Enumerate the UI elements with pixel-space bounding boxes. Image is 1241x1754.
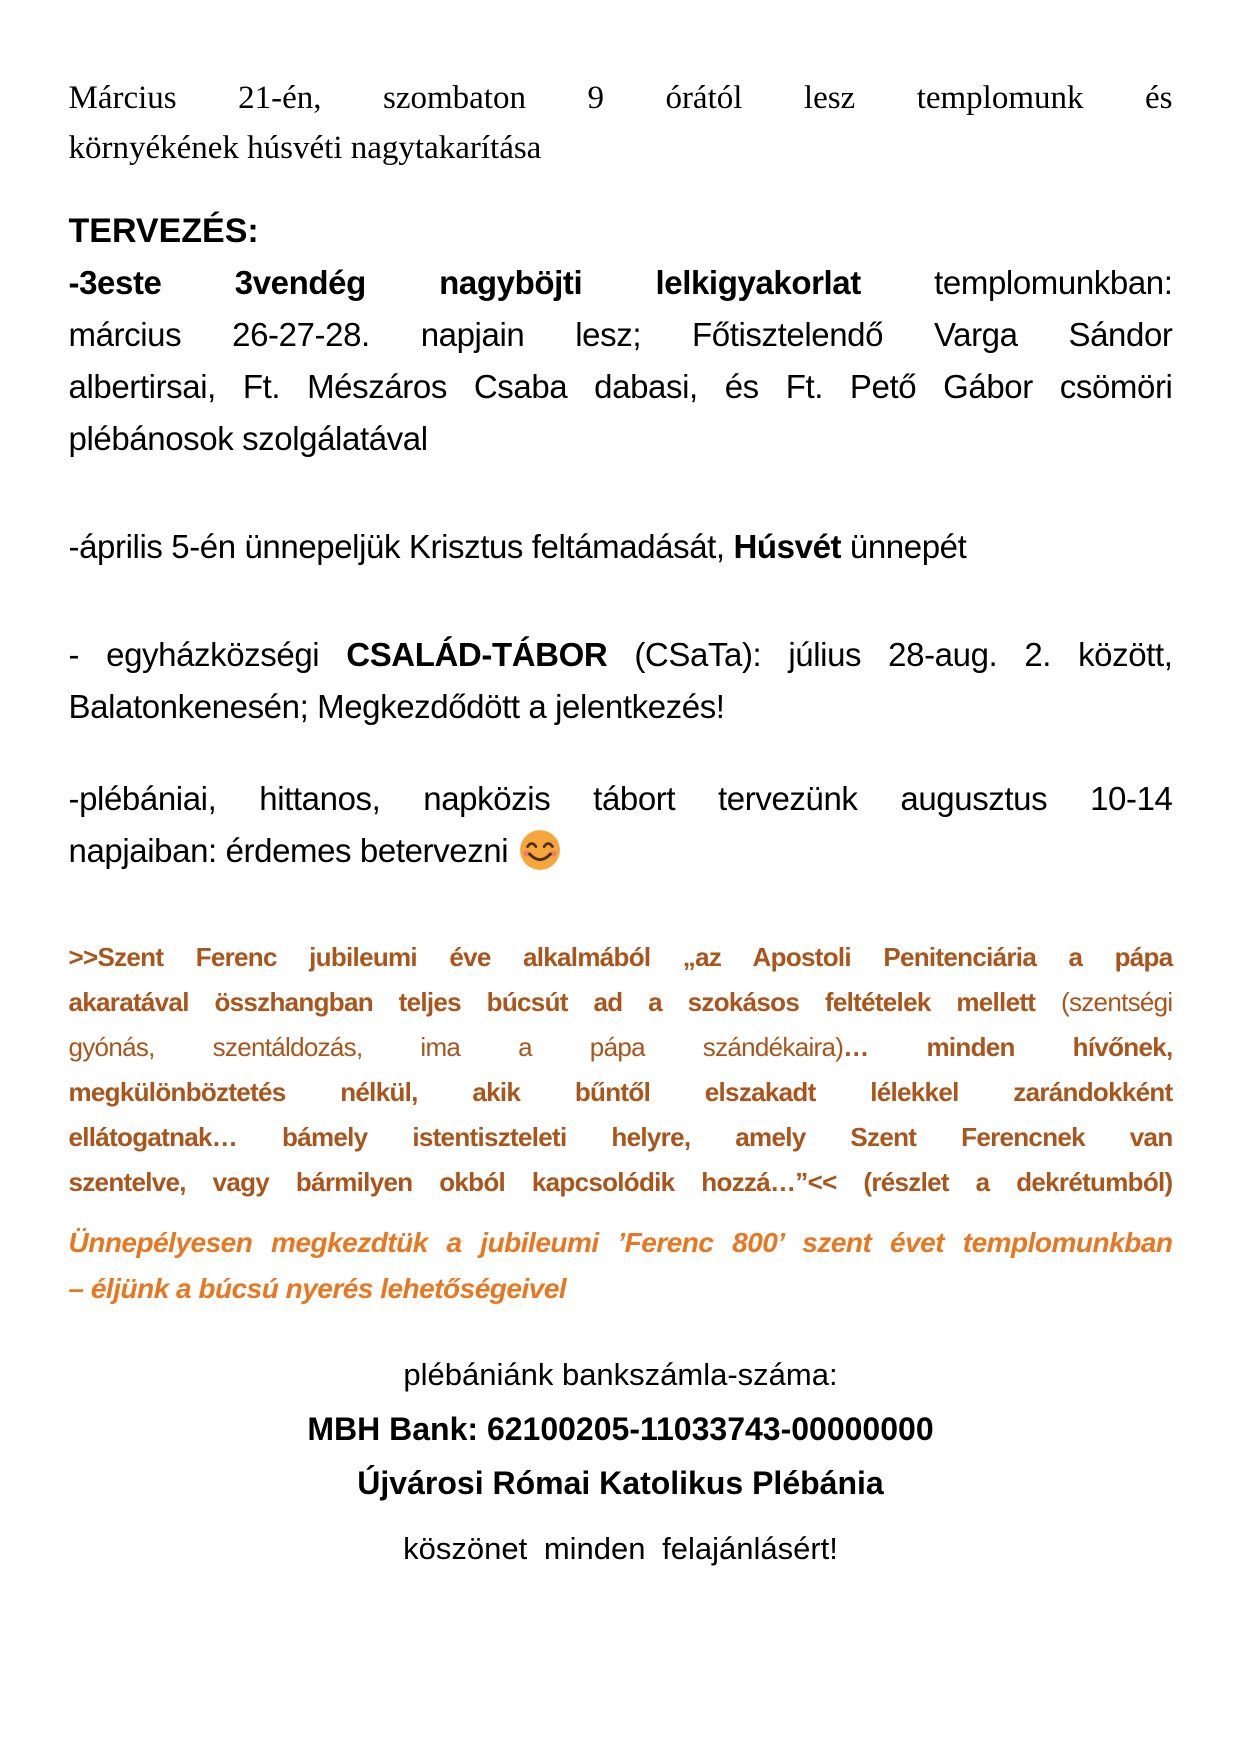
- bank-section: [69, 1348, 1173, 1576]
- jubilee-paragraph: [69, 1220, 1173, 1312]
- daycamp-line-1: -plébániai, hittanos, napközis tábort tervezünk augusztus 10-14: [68, 780, 1173, 817]
- camp-line-1: [69, 629, 1173, 681]
- retreat-item: [69, 257, 1173, 465]
- retreat-line-1: [69, 257, 1173, 309]
- intro-paragraph: [69, 73, 1173, 173]
- plan-heading: TERVEZÉS:: [68, 212, 259, 250]
- bulletin-page: [69, 0, 1173, 1576]
- decree-line-5: ellátogatnak… bámely istentiszteleti helyre, amely Szent Ferencnek van: [68, 1122, 1173, 1152]
- daycamp-line-2: [69, 825, 1173, 877]
- retreat-line-2: március 26-27-28. napjain lesz; Főtisztelendő Varga Sándor: [68, 316, 1173, 353]
- thanks-line: köszönet minden felajánlásért!: [403, 1531, 838, 1566]
- bank-account: MBH Bank: 62100205-11033743-00000000: [307, 1411, 934, 1447]
- retreat-title-bold: -3este 3vendég nagyböjti lelkigyakorlat: [68, 264, 861, 301]
- jubilee-line-1: Ünnepélyesen megkezdtük a jubileumi ’Ferenc 800’ szent évet templomunkban: [68, 1227, 1173, 1258]
- retreat-line-3: albertirsai, Ft. Mészáros Csaba dabasi, és Ft. Pető Gábor csömöri: [68, 368, 1173, 405]
- jubilee-line-2: – éljünk a búcsú nyerés lehetőségeivel: [68, 1273, 567, 1304]
- easter-post: ünnepét: [841, 528, 967, 565]
- retreat-line-4: plébánosok szolgálatával: [68, 420, 428, 457]
- easter-pre: -április 5-én ünnepeljük Krisztus feltámadását,: [68, 528, 734, 565]
- camp-title-bold: CSALÁD-TÁBOR: [346, 636, 608, 673]
- intro-line-2: környékének húsvéti nagytakarítása: [68, 130, 542, 166]
- decree-line-2: [69, 980, 1173, 1025]
- bank-label: plébániánk bankszámla-száma:: [403, 1357, 838, 1392]
- easter-item: [69, 521, 1173, 573]
- easter-bold: Húsvét: [733, 528, 842, 565]
- parish-name: Újvárosi Római Katolikus Plébánia: [357, 1465, 884, 1501]
- decree-line-3-regular: gyónás, szentáldozás, ima a pápa szándékaira): [68, 1032, 844, 1062]
- daycamp-item: [69, 773, 1173, 877]
- decree-line-3-bold: … minden hívőnek,: [843, 1032, 1173, 1062]
- camp-post: (CSaTa): július 28-aug. 2. között,: [607, 636, 1173, 673]
- camp-pre: - egyházközségi: [68, 636, 347, 673]
- decree-line-4: megkülönböztetés nélkül, akik bűntől elszakadt lélekkel zarándokként: [68, 1077, 1173, 1107]
- camp-item: [69, 629, 1173, 733]
- easter-line: [69, 521, 1173, 573]
- camp-line-2: Balatonkenesén; Megkezdődött a jelentkezés!: [68, 688, 725, 725]
- daycamp-line-2-text: napjaiban: érdemes betervezni: [68, 832, 509, 869]
- intro-line-1: Március 21-én, szombaton 9 órától lesz templomunk és: [68, 80, 1173, 116]
- decree-line-1: >>Szent Ferenc jubileumi éve alkalmából „az Apostoli Penitenciária a pápa: [68, 942, 1173, 972]
- decree-line-3: [69, 1025, 1173, 1070]
- decree-line-2-bold: akaratával összhangban teljes búcsút ad a szokásos feltételek mellett: [68, 987, 1061, 1017]
- decree-paragraph: [69, 935, 1173, 1205]
- decree-line-2-regular: (szentségi: [1061, 987, 1173, 1017]
- smiling-face-emoji: [518, 828, 562, 872]
- decree-line-6: szentelve, vagy bármilyen okból kapcsolódik hozzá…”<< (részlet a dekrétumból): [68, 1167, 1173, 1197]
- retreat-line-1-rest: templomunkban:: [860, 264, 1173, 301]
